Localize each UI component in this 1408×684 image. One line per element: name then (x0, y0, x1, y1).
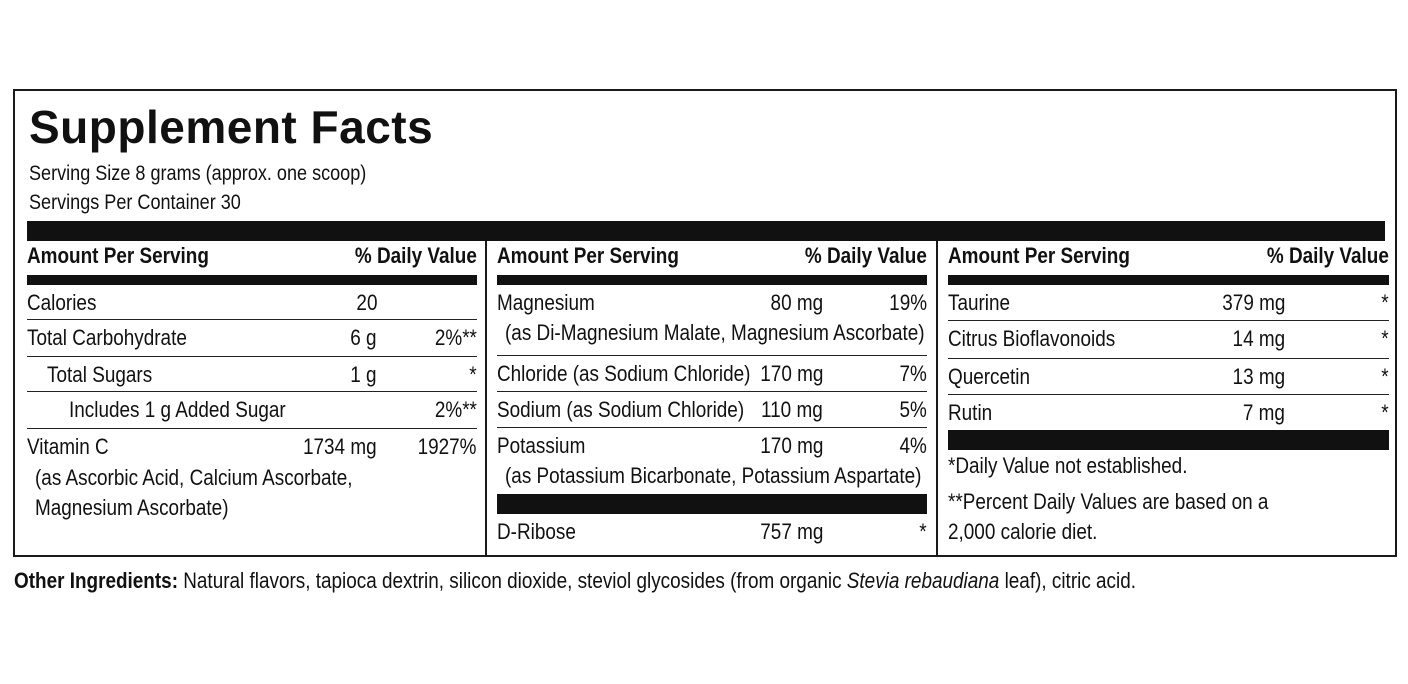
daily-value-header: % Daily Value (1267, 243, 1389, 268)
nutrient-amount: 757 mg (759, 519, 823, 544)
nutrient-amount: 110 mg (761, 397, 823, 422)
row-calories (27, 285, 477, 320)
potassium-source: (as Potassium Bicarbonate, Potassium Aspartate) (505, 463, 922, 488)
nutrient-dv: 5% (899, 397, 927, 422)
nutrient-name: Total Carbohydrate (27, 325, 187, 350)
nutrient-name: D-Ribose (497, 519, 576, 544)
nutrient-amount: 1 g (350, 362, 377, 387)
nutrient-name: Vitamin C (27, 434, 109, 459)
source-text: (as Ascorbic Acid, Calcium Ascorbate, (35, 465, 353, 490)
footnote-percent-dv-1: **Percent Daily Values are based on a (948, 489, 1269, 514)
source-text: Magnesium Ascorbate) (35, 495, 229, 520)
row-total-sugars (27, 357, 477, 392)
nutrient-name: Calories (27, 290, 97, 315)
nutrient-dv: * (1381, 364, 1389, 389)
magnesium-source: (as Di-Magnesium Malate, Magnesium Ascorbate) (505, 320, 925, 345)
row-chloride (497, 356, 927, 392)
nutrient-amount: 80 mg (770, 290, 823, 315)
daily-value-header: % Daily Value (355, 243, 477, 268)
nutrient-name: Includes 1 g Added Sugar (69, 397, 286, 422)
row-d-ribose (497, 514, 927, 550)
nutrient-dv: 19% (889, 290, 927, 315)
nutrient-dv: * (1381, 326, 1389, 351)
nutrient-name: Rutin (948, 400, 993, 425)
amount-per-serving-header: Amount Per Serving (948, 243, 1130, 268)
nutrient-name: Sodium (as Sodium Chloride) (497, 397, 745, 422)
panel-title: Supplement Facts (29, 101, 434, 153)
column-1-header (27, 241, 477, 285)
nutrient-dv: 2%** (434, 397, 477, 422)
nutrient-dv: 7% (899, 361, 927, 386)
nutrient-name: Quercetin (948, 364, 1031, 389)
vitamin-c-source-2 (27, 493, 477, 523)
amount-per-serving-header: Amount Per Serving (27, 243, 209, 268)
footnote-percent-dv-2: 2,000 calorie diet. (948, 519, 1098, 544)
other-ingredients (14, 568, 1136, 594)
row-quercetin (948, 359, 1389, 395)
nutrient-dv: * (469, 362, 477, 387)
daily-value-header: % Daily Value (805, 243, 927, 268)
nutrient-dv: 2%** (434, 325, 477, 350)
row-sodium (497, 392, 927, 428)
row-taurine (948, 285, 1389, 321)
row-vitamin-c (27, 429, 477, 463)
vitamin-c-source-1 (27, 463, 477, 493)
nutrient-amount: 20 (355, 290, 377, 315)
row-potassium (497, 428, 927, 494)
nutrient-name: Chloride (as Sodium Chloride) (497, 361, 751, 386)
row-total-carbohydrate (27, 320, 477, 357)
nutrient-amount: 1734 mg (303, 434, 377, 459)
other-ingredients-text-1: Natural flavors, tapioca dextrin, silicon dioxide, steviol glycosides (from organic (177, 568, 847, 593)
nutrient-dv: 1927% (418, 434, 477, 459)
nutrient-amount: 7 mg (1242, 400, 1285, 425)
nutrient-name: Magnesium (497, 290, 595, 315)
column-2 (485, 241, 927, 555)
section-thick-bar (497, 494, 927, 514)
nutrient-amount: 14 mg (1232, 326, 1285, 351)
nutrient-amount: 6 g (350, 325, 377, 350)
amount-per-serving-header: Amount Per Serving (497, 243, 679, 268)
nutrient-amount: 170 mg (759, 361, 823, 386)
row-rutin (948, 395, 1389, 430)
section-thick-bar (948, 430, 1389, 450)
column-3-header (948, 241, 1389, 285)
nutrient-dv: * (1381, 290, 1389, 315)
servings-per-container: Servings Per Container 30 (29, 191, 241, 214)
nutrient-dv: 4% (899, 433, 927, 458)
nutrient-name: Citrus Bioflavonoids (948, 326, 1116, 351)
row-added-sugar (27, 392, 477, 429)
nutrient-amount: 379 mg (1221, 290, 1285, 315)
other-ingredients-text-2: leaf), citric acid. (999, 568, 1137, 593)
nutrient-amount: 13 mg (1232, 364, 1285, 389)
nutrient-dv: * (919, 519, 927, 544)
supplement-facts-panel (13, 89, 1397, 557)
nutrient-name: Potassium (497, 433, 586, 458)
column-3 (936, 241, 1389, 555)
column-1 (27, 241, 477, 555)
other-ingredients-label: Other Ingredients: (14, 568, 178, 593)
footnote-dv-not-established: *Daily Value not established. (948, 453, 1188, 478)
header-thick-bar (27, 221, 1385, 241)
column-2-header (497, 241, 927, 285)
other-ingredients-italic: Stevia rebaudiana (846, 568, 1000, 593)
row-citrus-bioflavonoids (948, 321, 1389, 359)
nutrient-amount: 170 mg (759, 433, 823, 458)
nutrient-dv: * (1381, 400, 1389, 425)
row-magnesium (497, 285, 927, 356)
nutrient-name: Taurine (948, 290, 1011, 315)
serving-size: Serving Size 8 grams (approx. one scoop) (29, 162, 367, 185)
nutrient-name: Total Sugars (47, 362, 153, 387)
